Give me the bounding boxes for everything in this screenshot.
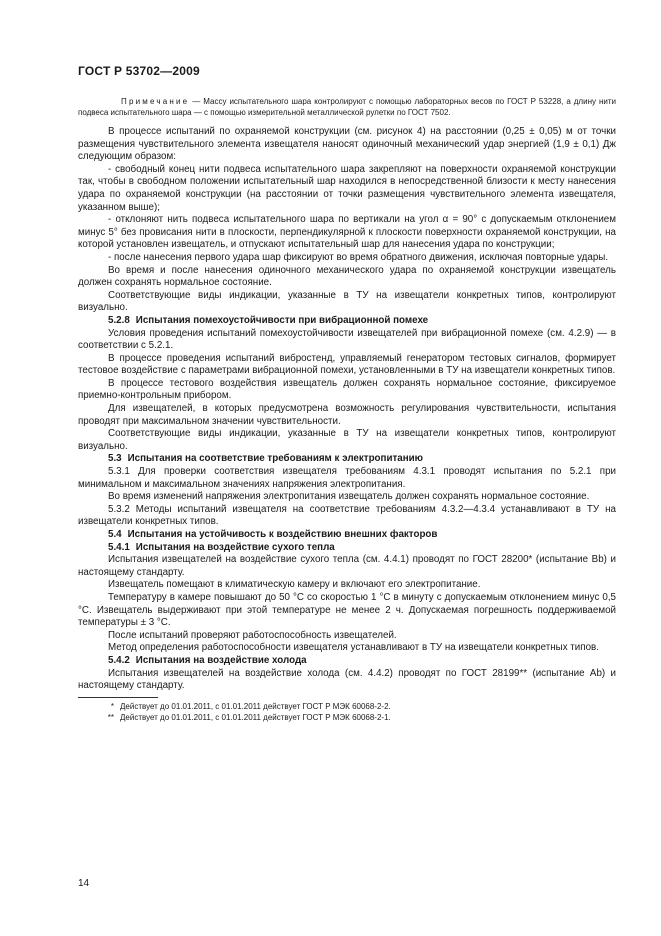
paragraph: В процессе проведения испытаний вибростенд, управляемый генератором тестовых сигналов, формирует тестовое воздействие с параметрами вибрационной помехи, установленными в ТУ на извещатели конкретных типов. (78, 352, 616, 377)
section-number: 5.4.1 (108, 541, 130, 553)
section-title: Испытания на соответствие требованиям к электропитанию (127, 453, 424, 465)
list-item: - после нанесения первого удара шар фиксируют во время обратного движения, исключая повторные удары. (108, 251, 609, 263)
paragraph: Испытания извещателей на воздействие холода (см. 4.4.2) проводят по ГОСТ 28199** (испытание Ab) и настоящему стандарту. (78, 667, 616, 692)
section-title: Испытания на воздействие холода (135, 654, 307, 666)
paragraph: В процессе испытаний по охраняемой конструкции (см. рисунок 4) на расстоянии (0,25 ± 0,05) м от точки размещения чувствительного элемента извещателя наносят одиночный механический удар энергией (1,9 ± 0,1) Дж следующим образом: (78, 126, 616, 163)
paragraph: В процессе тестового воздействия извещатель должен сохранять нормальное состояние, фиксируемое приемно-контрольным прибором. (78, 377, 616, 402)
paragraph: Для извещателей, в которых предусмотрена возможность регулирования чувствительности, испытания проводят при максимальном значении чувствительности. (78, 403, 616, 427)
section-title: Испытания на воздействие сухого тепла (135, 541, 335, 553)
section-number: 5.4.2 (108, 654, 130, 666)
footnote-text: Действует до 01.01.2011, с 01.01.2011 действует ГОСТ Р МЭК 60068-2-1. (120, 712, 391, 722)
paragraph: После испытаний проверяют работоспособность извещателей. (108, 629, 397, 641)
paragraph: Во время изменений напряжения электропитания извещатель должен сохранять нормальное состояние. (108, 491, 590, 503)
section-heading-5-4 (78, 529, 616, 542)
paragraph: 5.3.2 Методы испытаний извещателя на соответствие требованиям 4.3.2—4.3.4 устанавливают в ТУ на извещатели конкретных типов. (78, 503, 616, 528)
section-heading-5-2-8 (78, 315, 616, 328)
section-title: Испытания помехоустойчивости при вибрационной помехе (135, 314, 429, 326)
footnote-text: Действует до 01.01.2011, с 01.01.2011 действует ГОСТ Р МЭК 60068-2-2. (120, 701, 391, 711)
paragraph: Испытания извещателей на воздействие сухого тепла (см. 4.4.1) проводят по ГОСТ 28200* (испытание Bb) и настоящему стандарту. (78, 554, 616, 578)
list-item: - свободный конец нити подвеса испытательного шара закрепляют на поверхности охраняемой конструкции так, чтобы в свободном положении испытательный шар находился в непосредственной близости к месту нанесения удара по охраняемой конструкции (на расстоянии от точки размещения чувствительного элемента извещателя, указанном выше); (78, 163, 616, 213)
page-number: 14 (78, 878, 90, 889)
section-heading-5-4-2 (78, 655, 616, 668)
section-number: 5.2.8 (108, 314, 130, 326)
paragraph: Соответствующие виды индикации, указанные в ТУ на извещатели конкретных типов, контролируют визуально. (78, 289, 616, 314)
paragraph: Во время и после нанесения одиночного механического удара по охраняемой конструкции извещатель должен сохранять нормальное состояние. (78, 264, 616, 289)
paragraph: Метод определения работоспособности извещателя устанавливают в ТУ на извещатели конкретных типов. (108, 642, 599, 654)
footnote (78, 712, 616, 723)
section-number: 5.3 (108, 453, 122, 465)
list-item: - отклоняют нить подвеса испытательного шара по вертикали на угол α = 90° с допускаемым отклонением минус 5° без провисания нити в плоскости, перпендикулярной к плоскости поверхности охраняемой конструкции, на которой установлен извещатель, и отпускают испытательный шар для нанесения удара по конструкции; (78, 214, 616, 251)
note-text: — Массу испытательного шара контролируют с помощью лабораторных весов по ГОСТ Р 53228, а длину нити подвеса испытательного шара — с помощью измерительной металлической рулетки по ГОСТ 7502. (78, 97, 616, 117)
paragraph: 5.3.1 Для проверки соответствия извещателя требованиям 4.3.1 проводят испытания по 5.2.1 при минимальном и максимальном значениях напряжения электропитания. (78, 466, 616, 490)
note-lead: Примечание (121, 97, 190, 106)
section-heading-5-3 (78, 453, 616, 466)
section-heading-5-4-1 (78, 542, 616, 555)
paragraph: Температуру в камере повышают до 50 °С со скоростью 1 °С в минуту с допускаемым отклонением минус 0,5 °С. Извещатель выдерживают при этой температуре не менее 2 ч. Допускаемая погрешность поддерживаемой температуры ± 3 °С. (78, 591, 616, 629)
footnote (78, 701, 616, 712)
footnote-divider (78, 697, 158, 698)
footnote-mark: * (110, 701, 114, 711)
paragraph: Условия проведения испытаний помехоустойчивости извещателей при вибрационной помехе (см. 4.2.9) — в соответствии с 5.2.1. (78, 327, 616, 352)
note (78, 97, 616, 118)
document-body (78, 97, 616, 723)
paragraph: Извещатель помещают в климатическую камеру и включают его электропитание. (108, 579, 481, 591)
section-number: 5.4 (108, 529, 122, 540)
document-header: ГОСТ Р 53702—2009 (78, 64, 200, 78)
section-title: Испытания на устойчивость к воздействию внешних факторов (127, 529, 438, 540)
footnote-mark: ** (107, 712, 114, 722)
paragraph: Соответствующие виды индикации, указанные в ТУ на извещатели конкретных типов, контролируют визуально. (78, 428, 616, 452)
